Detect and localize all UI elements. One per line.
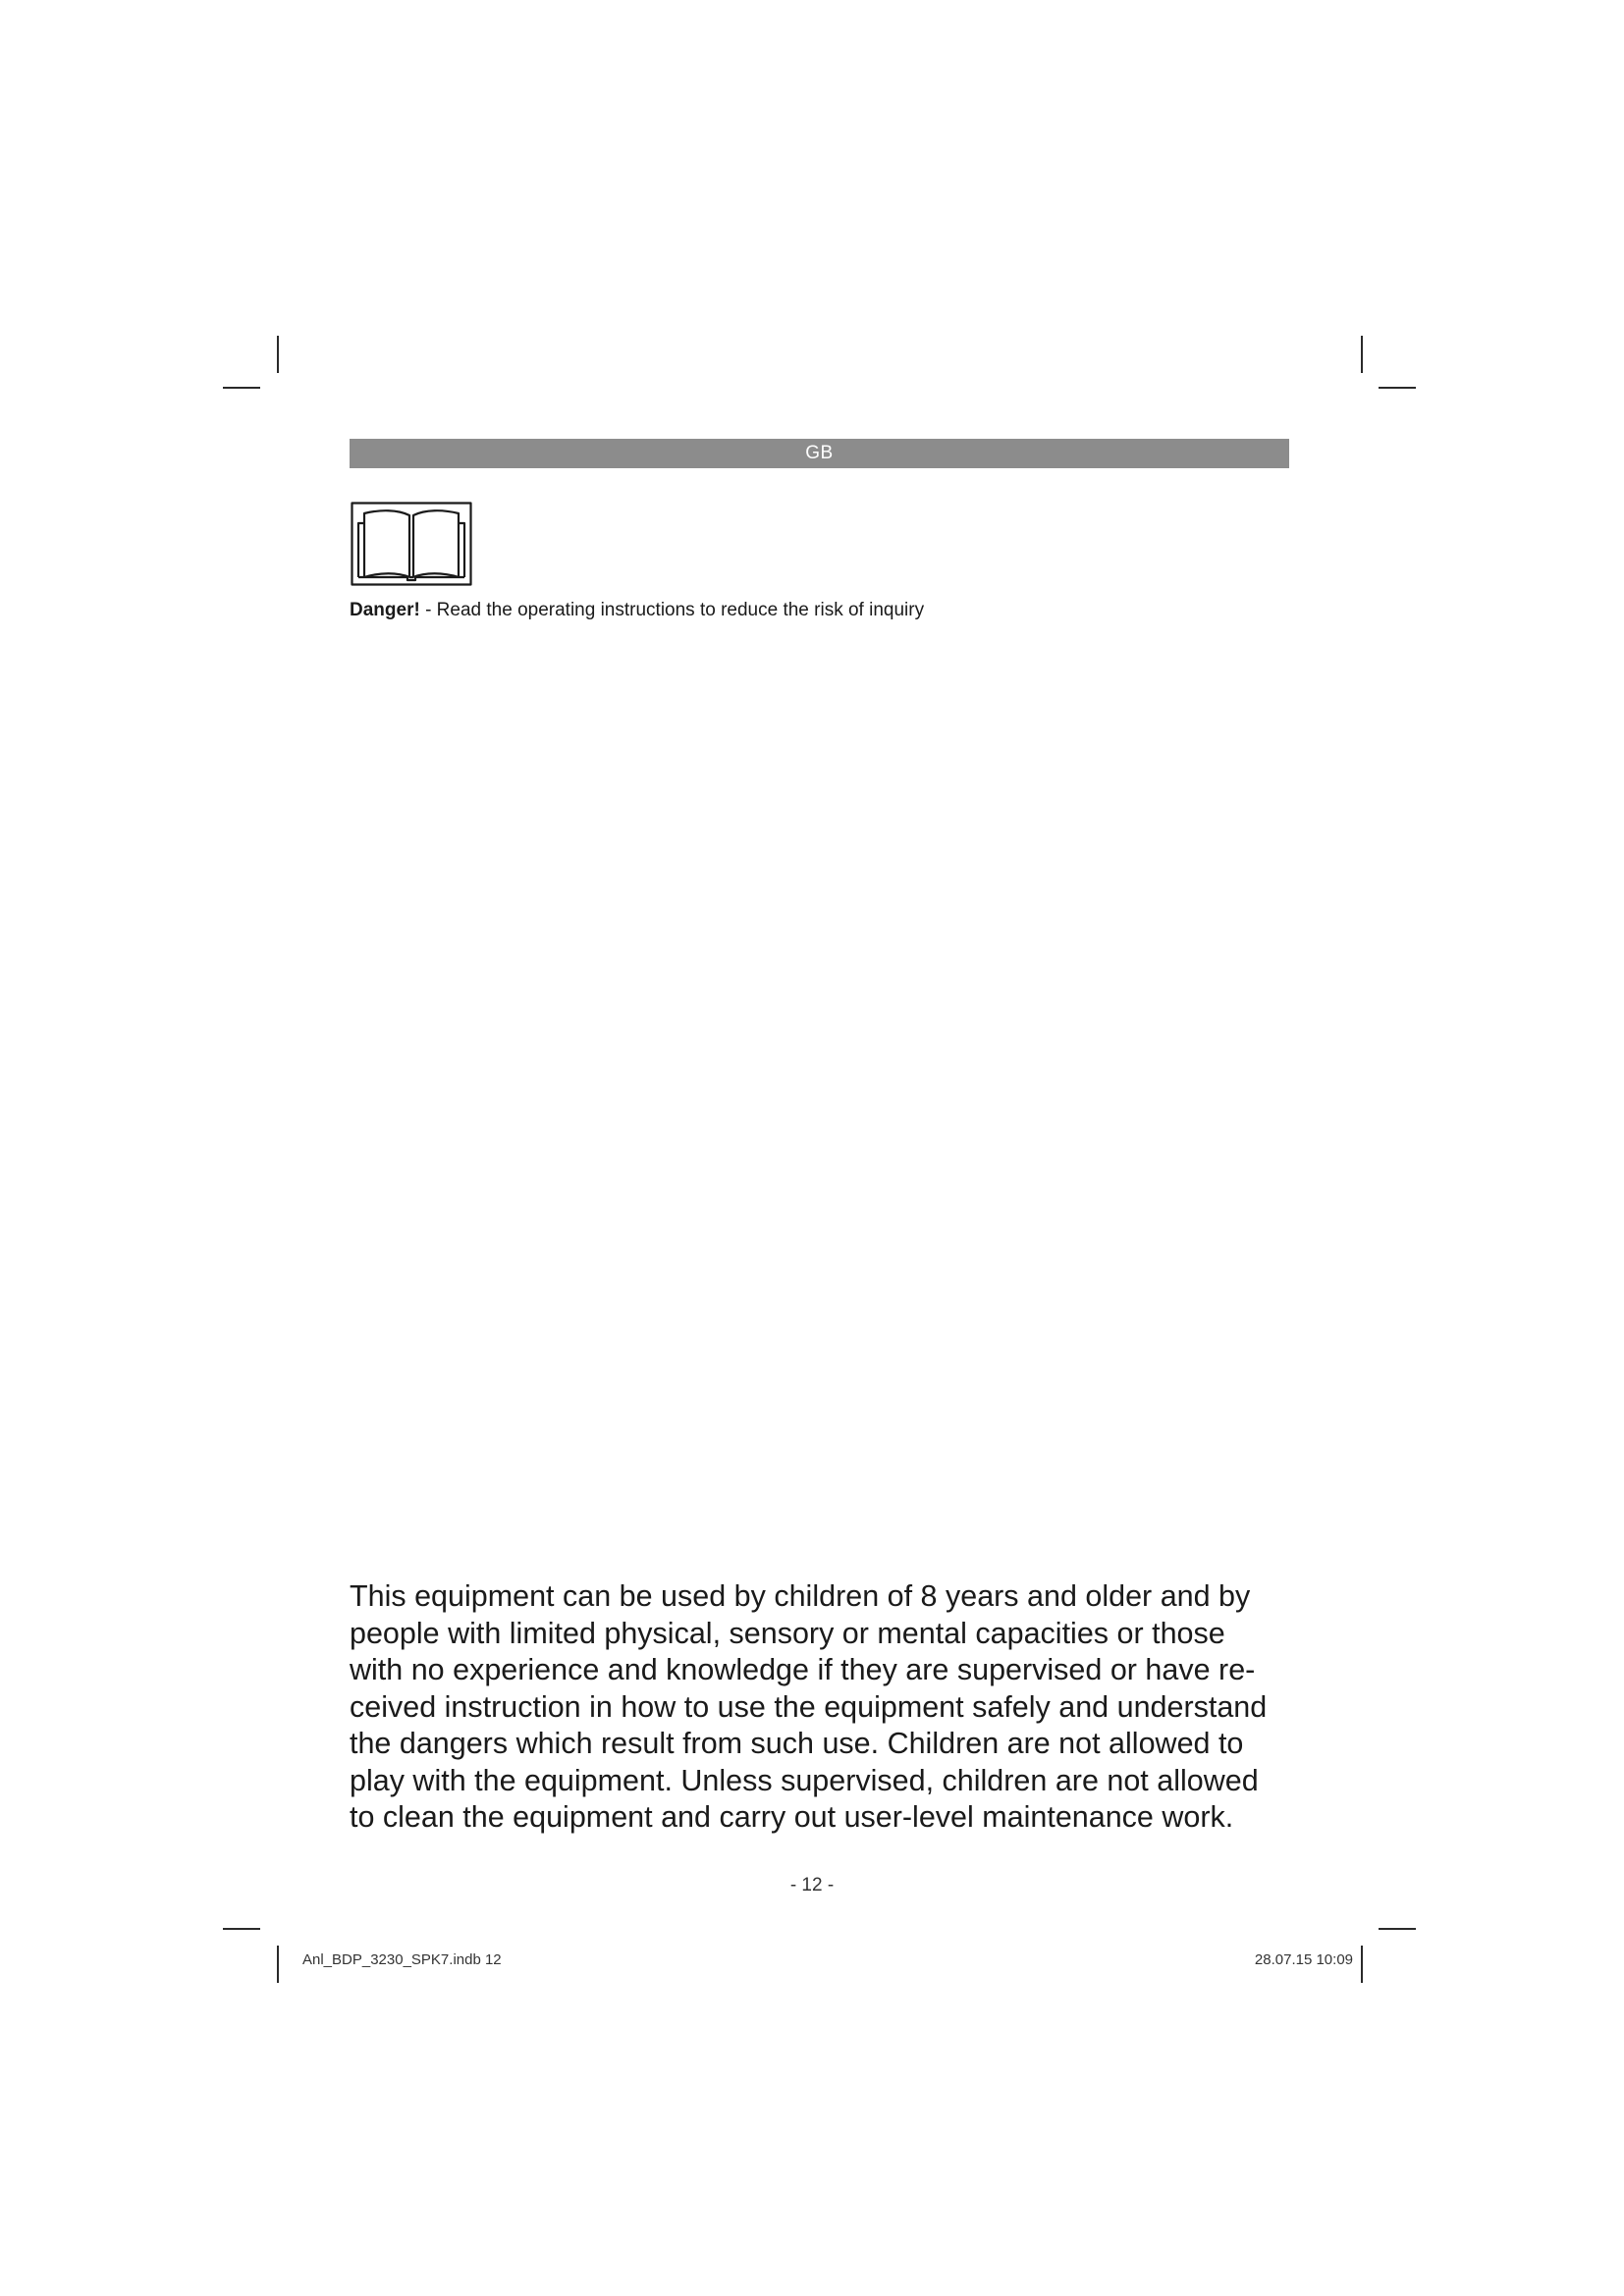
footer-file-info: Anl_BDP_3230_SPK7.indb 12 (302, 1951, 502, 1968)
open-book-icon (351, 502, 472, 586)
crop-mark-top-right-horizontal (1379, 387, 1416, 389)
crop-mark-bottom-left-horizontal (223, 1928, 260, 1930)
safety-notice (350, 1578, 1292, 1837)
footer-timestamp: 28.07.15 10:09 (1254, 1951, 1353, 1968)
crop-mark-bottom-left-vertical (277, 1946, 279, 1983)
notice-line: with no experience and knowledge if they are supervised or have re- (350, 1653, 1256, 1686)
crop-mark-top-left-horizontal (223, 387, 260, 389)
crop-mark-top-left-vertical (277, 336, 279, 373)
notice-line: ceived instruction in how to use the equipment safely and understand (350, 1689, 1268, 1724)
notice-line: the dangers which result from such use. Children are not allowed to (350, 1727, 1244, 1760)
crop-mark-bottom-right-vertical (1361, 1946, 1363, 1983)
page-number: - 12 - (789, 1875, 835, 1896)
notice-line: people with limited physical, sensory or mental capacities or those (350, 1616, 1225, 1650)
language-header-bar (350, 439, 1289, 468)
notice-line: This equipment can be used by children of 8 years and older and by (350, 1579, 1251, 1613)
danger-label: Danger! (350, 600, 420, 620)
notice-line: play with the equipment. Unless supervised, children are not allowed (350, 1763, 1259, 1797)
language-code: GB (805, 443, 834, 463)
danger-text: - Read the operating instructions to reduce the risk of inquiry (419, 600, 925, 620)
notice-line: to clean the equipment and carry out user-level maintenance work. (350, 1800, 1234, 1834)
crop-mark-bottom-right-horizontal (1379, 1928, 1416, 1930)
danger-warning (350, 598, 924, 623)
crop-mark-top-right-vertical (1361, 336, 1363, 373)
